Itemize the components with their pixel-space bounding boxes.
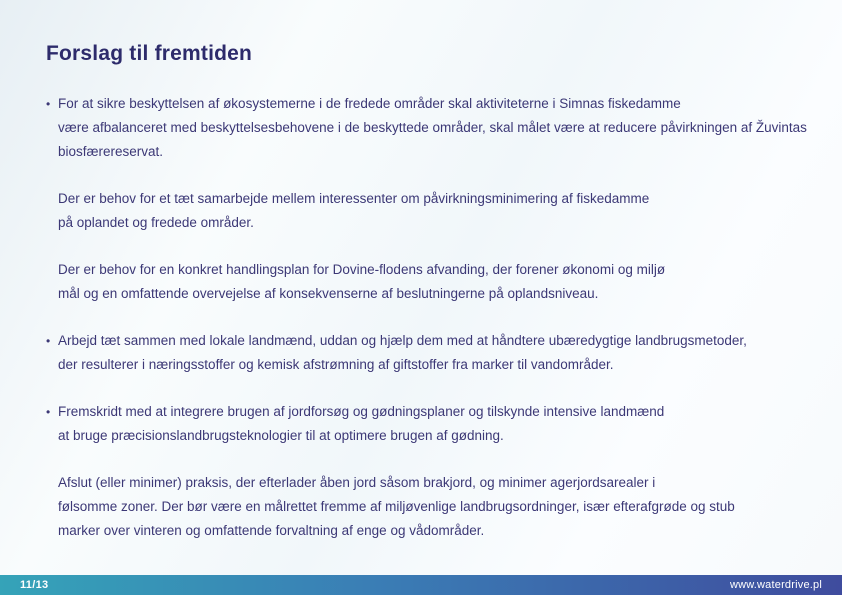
bullet-paragraph (46, 329, 822, 377)
page-number: 11/13 (20, 579, 49, 591)
sub-paragraph (46, 258, 822, 306)
text-line: Afslut (eller minimer) praksis, der efterlader åben jord såsom brakjord, og minimer agerjordsarealer i (58, 475, 656, 490)
bullet-marker: • (46, 334, 51, 348)
bullet-spacer (46, 258, 58, 306)
footer-bar (0, 575, 842, 595)
paragraph-text (58, 187, 649, 235)
text-line: Der er behov for en konkret handlingsplan for Dovine-flodens afvanding, der forener økonomi og miljø (58, 262, 666, 277)
paragraph-text (58, 400, 664, 448)
text-line: Arbejd tæt sammen med lokale landmænd, uddan og hjælp dem med at håndtere ubæredygtige landbrugsmetoder, (58, 333, 747, 348)
paragraph-text (58, 471, 735, 543)
text-line: biosfærereservat. (58, 144, 164, 159)
bullet-marker: • (46, 97, 51, 111)
sub-paragraph (46, 187, 822, 235)
bullet-paragraph (46, 400, 822, 448)
sub-paragraph (46, 471, 822, 543)
text-line: følsomme zoner. Der bør være en målrettet fremme af miljøvenlige landbrugsordninger, især efterafgrøde og stub (58, 499, 735, 514)
text-line: Fremskridt med at integrere brugen af jordforsøg og gødningsplaner og tilskynde intensive landmænd (58, 404, 665, 419)
bullet-spacer (46, 187, 58, 235)
website-link[interactable]: www.waterdrive.pl (729, 579, 822, 591)
paragraph-text (58, 329, 747, 377)
text-line: For at sikre beskyttelsen af økosystemerne i de fredede områder skal aktiviteterne i Simnas fiskedamme (58, 96, 681, 111)
bullet-spacer (46, 471, 58, 543)
bullet-marker: • (46, 405, 51, 419)
bullet-paragraph (46, 92, 822, 164)
text-line: marker over vinteren og omfattende forvaltning af enge og vådområder. (58, 523, 485, 538)
text-line: mål og en omfattende overvejelse af konsekvenserne af beslutningerne på oplandsniveau. (58, 286, 599, 301)
paragraph-text (58, 258, 665, 306)
text-line: der resulterer i næringsstoffer og kemisk afstrømning af giftstoffer fra marker til vandområder. (58, 357, 614, 372)
page-title: Forslag til fremtiden (46, 42, 253, 65)
paragraph-text (58, 92, 807, 164)
text-line: at bruge præcisionslandbrugsteknologier til at optimere brugen af gødning. (58, 428, 504, 443)
text-line: på oplandet og fredede områder. (58, 215, 254, 230)
text-line: Der er behov for et tæt samarbejde mellem interessenter om påvirkningsminimering af fiskedamme (58, 191, 650, 206)
text-line: være afbalanceret med beskyttelsesbehovene i de beskyttede områder, skal målet være at reducere påvirkningen af Žuvintas (58, 120, 807, 135)
